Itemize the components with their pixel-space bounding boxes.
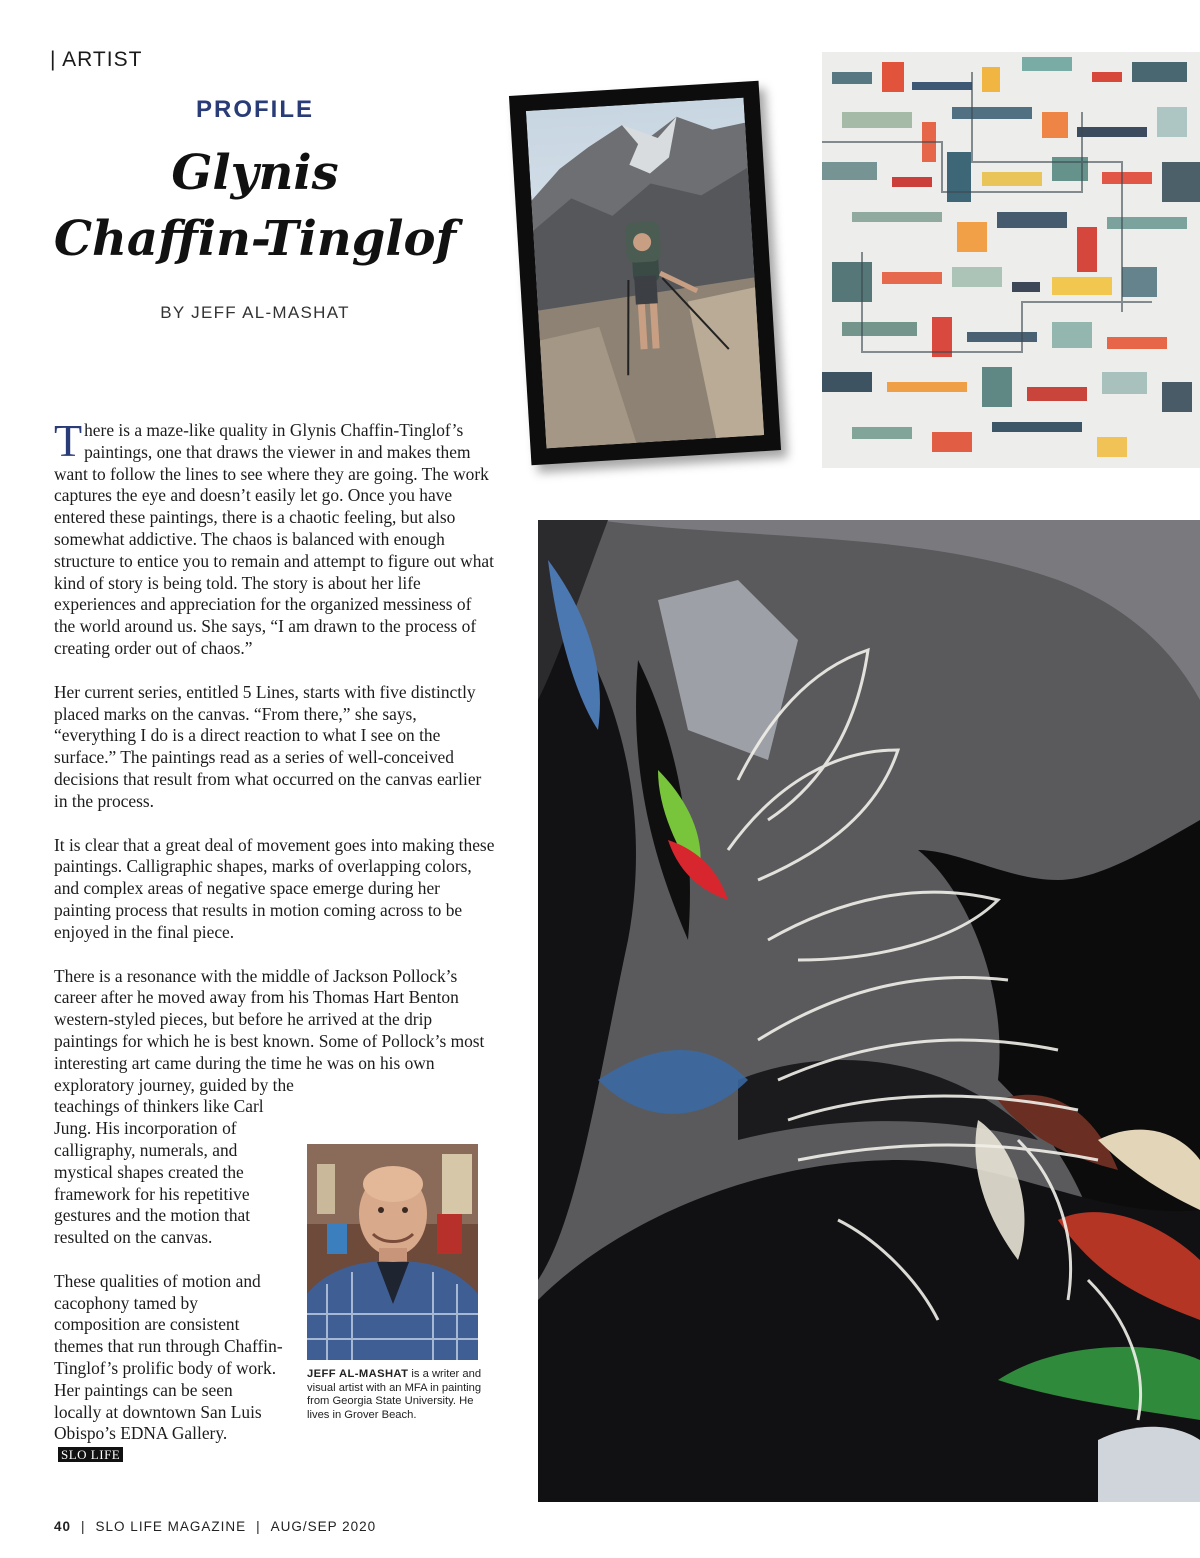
hiking-photo-image	[526, 98, 764, 449]
abstract-painting-large	[538, 520, 1200, 1502]
drop-cap: T	[54, 415, 83, 466]
paragraph-4-wide: There is a resonance with the middle of Jackson Pollock’s career after he moved away from his Thomas Hart Benton western-styled pieces, but before he arrived at the drip paintings for which he is best known. Some of Pollock’s most interesting art came during the time he was on his own exploratory journey, guided by the	[54, 965, 485, 1095]
hiking-photo	[509, 81, 781, 466]
paragraph-3: It is clear that a great deal of movement goes into making these paintings. Calligraphic shapes, marks of overlapping colors, and complex areas of negative space emerge during her painting process that results in motion coming across to be enjoyed in the final piece.	[54, 834, 495, 942]
author-bio-text: is a writer and visual artist with an MFA in painting from Georgia State University. He lives in Grover Beach.	[307, 1368, 482, 1421]
magazine-name: SLO LIFE MAGAZINE	[95, 1519, 247, 1534]
paragraph-1-text: here is a maze-like quality in Glynis Chaffin-Tinglof’s paintings, one that draws the viewer in and makes them want to follow the lines to see where they are going. The work captures the eye and doesn’t easily let go. Once you have entered these paintings, there is a chaotic feeling, but also somewhat addictive. The chaos is balanced with enough structure to entice you to remain and attempt to figure out what kind of story is being told. The story is about her life experiences and appreciation for the organized messiness of the world around us. She says, “I am drawn to the process of creating order out of chaos.”	[54, 420, 494, 658]
author-photo-image	[307, 1144, 478, 1360]
end-mark-badge: SLO LIFE	[58, 1447, 123, 1462]
footer-separator-1: |	[81, 1519, 86, 1534]
section-label: | ARTIST	[50, 48, 143, 71]
paragraph-4-continued: teachings of thinkers like Carl Jung. His incorporation of calligraphy, numerals, and mystical shapes created the framework for his repetitive gestures and the motion that resulted on the canvas.	[54, 1096, 264, 1248]
author-photo	[307, 1144, 478, 1360]
paragraph-1	[54, 415, 496, 660]
paragraph-5	[54, 1271, 284, 1467]
byline: BY JEFF AL-MASHAT	[160, 303, 350, 322]
abstract-painting-large-image	[538, 520, 1200, 1502]
kicker-profile: PROFILE	[195, 96, 314, 123]
issue-date: AUG/SEP 2020	[270, 1519, 377, 1534]
title-line-2: Chaffin-Tinglof	[53, 211, 457, 267]
abstract-painting-top	[822, 52, 1200, 468]
page-number: 40	[54, 1519, 72, 1534]
paragraph-4	[54, 966, 496, 1097]
footer-separator-2: |	[256, 1519, 261, 1534]
author-bio	[307, 1368, 483, 1422]
paragraph-5-text: These qualities of motion and cacophony tamed by composition are consistent themes that run through Chaffin-Tinglof’s prolific body of work. Her paintings can be seen locally at downtown San Luis Obispo’s EDNA Gallery.	[54, 1270, 283, 1444]
author-name: JEFF AL-MASHAT	[307, 1368, 409, 1380]
article-title	[30, 140, 480, 272]
abstract-painting-top-image	[822, 52, 1200, 468]
paragraph-2: Her current series, entitled 5 Lines, starts with five distinctly placed marks on the canvas. “From there,” she says, “everything I do is a direct reaction to what I see on the surface.” The paintings read as a series of well-conceived decisions that result from what occurred on the canvas earlier in the process.	[54, 681, 482, 811]
page-footer	[54, 1519, 376, 1534]
title-line-1: Glynis	[171, 145, 339, 201]
